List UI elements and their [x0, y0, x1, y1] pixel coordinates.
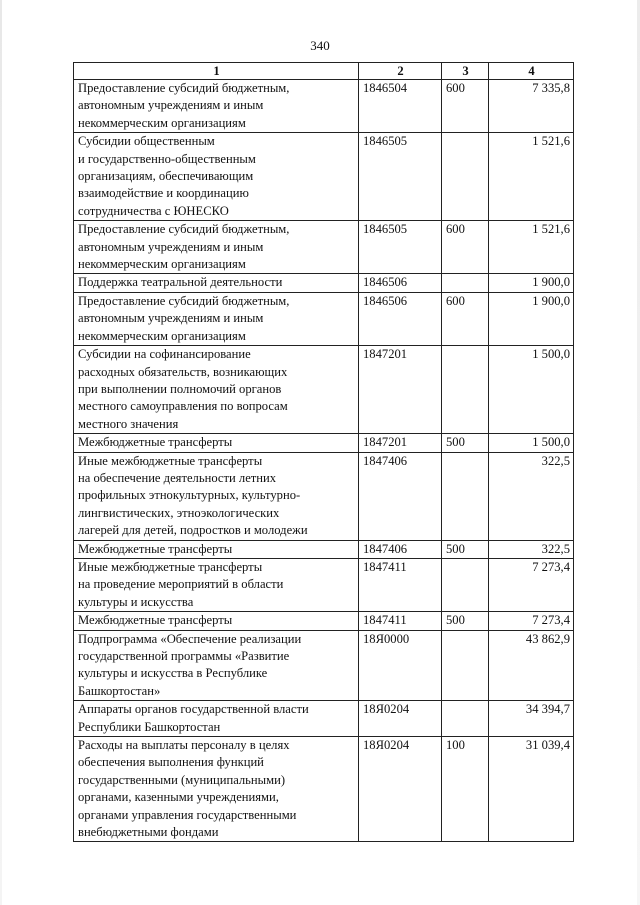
row-code-cell: 1846504: [359, 80, 442, 133]
row-code-cell: 1847201: [359, 434, 442, 452]
row-sum-cell: 1 500,0: [489, 346, 574, 434]
row-code-cell: 1847406: [359, 540, 442, 558]
table-row: [74, 630, 574, 701]
row-code-cell: 1847201: [359, 346, 442, 434]
row-name-cell: Поддержка театральной деятельности: [74, 274, 359, 292]
row-name-cell: Предоставление субсидий бюджетным, автономным учреждениям и иным некоммерческим организациям: [74, 221, 359, 274]
row-sum-cell: 7 273,4: [489, 558, 574, 611]
row-sum-cell: 31 039,4: [489, 737, 574, 842]
row-name-cell: Межбюджетные трансферты: [74, 612, 359, 630]
row-type-cell: 500: [442, 434, 489, 452]
row-sum-cell: 1 521,6: [489, 221, 574, 274]
row-sum-cell: 34 394,7: [489, 701, 574, 737]
row-type-cell: [442, 133, 489, 221]
row-name-cell: Расходы на выплаты персоналу в целях обеспечения выполнения функций государственными (муниципальными) органами, казенными учреждениями, органами управления государственными внебюджетными фондами: [74, 737, 359, 842]
row-sum-cell: 1 521,6: [489, 133, 574, 221]
table-row: [74, 737, 574, 842]
row-type-cell: [442, 274, 489, 292]
header-name: 1: [74, 63, 359, 80]
row-name-cell: Субсидии на софинансирование расходных обязательств, возникающих при выполнении полномочий органов местного самоуправления по вопросам местного значения: [74, 346, 359, 434]
table-row: [74, 434, 574, 452]
row-type-cell: 500: [442, 612, 489, 630]
row-name-cell: Межбюджетные трансферты: [74, 540, 359, 558]
row-name-cell: Аппараты органов государственной власти Республики Башкортостан: [74, 701, 359, 737]
scan-edge-left: [0, 0, 2, 905]
row-sum-cell: 1 900,0: [489, 292, 574, 345]
row-type-cell: [442, 630, 489, 701]
row-name-cell: Субсидии общественным и государственно-общественным организациям, обеспечивающим взаимодействие и координацию сотрудничества с ЮНЕСКО: [74, 133, 359, 221]
table-row: [74, 292, 574, 345]
row-name-cell: Иные межбюджетные трансферты на обеспечение деятельности летних профильных этнокультурных, культурно- лингвистических, этноэкологических лагерей для детей, подростков и молодежи: [74, 452, 359, 540]
row-code-cell: 1847406: [359, 452, 442, 540]
row-code-cell: 18Я0204: [359, 701, 442, 737]
table-row: [74, 540, 574, 558]
row-type-cell: 600: [442, 292, 489, 345]
header-code: 2: [359, 63, 442, 80]
row-sum-cell: 322,5: [489, 452, 574, 540]
row-code-cell: 1846505: [359, 133, 442, 221]
budget-table: [73, 62, 574, 842]
row-code-cell: 1846506: [359, 292, 442, 345]
header-sum: 4: [489, 63, 574, 80]
table-header-row: [74, 63, 574, 80]
row-type-cell: [442, 346, 489, 434]
table-row: [74, 133, 574, 221]
row-code-cell: 1846506: [359, 274, 442, 292]
row-name-cell: Предоставление субсидий бюджетным, автономным учреждениям и иным некоммерческим организациям: [74, 80, 359, 133]
table-row: [74, 612, 574, 630]
table-row: [74, 558, 574, 611]
row-type-cell: 500: [442, 540, 489, 558]
row-type-cell: [442, 701, 489, 737]
header-type: 3: [442, 63, 489, 80]
row-name-cell: Подпрограмма «Обеспечение реализации государственной программы «Развитие культуры и искусства в Республике Башкортостан»: [74, 630, 359, 701]
page-number: 340: [310, 38, 330, 53]
table-row: [74, 701, 574, 737]
row-name-cell: Межбюджетные трансферты: [74, 434, 359, 452]
row-code-cell: 1847411: [359, 558, 442, 611]
table-row: [74, 80, 574, 133]
row-sum-cell: 322,5: [489, 540, 574, 558]
table-row: [74, 221, 574, 274]
row-sum-cell: 7 273,4: [489, 612, 574, 630]
row-type-cell: 100: [442, 737, 489, 842]
table-row: [74, 346, 574, 434]
row-name-cell: Предоставление субсидий бюджетным, автономным учреждениям и иным некоммерческим организациям: [74, 292, 359, 345]
row-code-cell: 18Я0000: [359, 630, 442, 701]
table-row: [74, 274, 574, 292]
row-code-cell: 1847411: [359, 612, 442, 630]
row-sum-cell: 1 500,0: [489, 434, 574, 452]
row-sum-cell: 1 900,0: [489, 274, 574, 292]
row-code-cell: 1846505: [359, 221, 442, 274]
table-row: [74, 452, 574, 540]
row-code-cell: 18Я0204: [359, 737, 442, 842]
row-name-cell: Иные межбюджетные трансферты на проведение мероприятий в области культуры и искусства: [74, 558, 359, 611]
row-type-cell: [442, 558, 489, 611]
row-sum-cell: 43 862,9: [489, 630, 574, 701]
row-type-cell: 600: [442, 80, 489, 133]
row-type-cell: 600: [442, 221, 489, 274]
row-sum-cell: 7 335,8: [489, 80, 574, 133]
row-type-cell: [442, 452, 489, 540]
